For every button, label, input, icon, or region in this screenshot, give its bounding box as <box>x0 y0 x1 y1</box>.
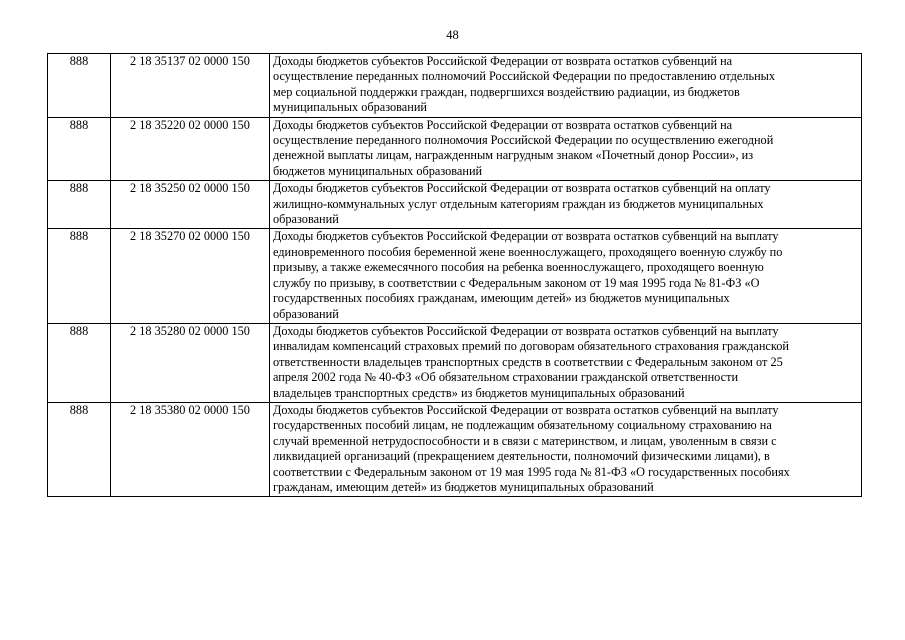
revenue-code-cell: 2 18 35250 02 0000 150 <box>111 181 270 229</box>
page-number: 48 <box>446 28 459 42</box>
table-row <box>48 117 862 181</box>
description-line: Доходы бюджетов субъектов Российской Федерации от возврата остатков субвенций на выплату <box>273 402 779 417</box>
table-row <box>48 402 862 496</box>
revenue-description-cell <box>270 54 862 118</box>
table-row <box>48 54 862 118</box>
revenue-description-cell <box>270 229 862 323</box>
admin-code-cell: 888 <box>48 402 111 496</box>
table-row <box>48 229 862 323</box>
description-line: образований <box>273 212 339 227</box>
revenue-code-cell: 2 18 35220 02 0000 150 <box>111 117 270 181</box>
description-line: бюджетов муниципальных образований <box>273 163 483 178</box>
revenue-description-cell <box>270 402 862 496</box>
revenue-description-cell <box>270 181 862 229</box>
description-line: осуществление переданного полномочия Российской Федерации по осуществлению ежегодной <box>273 133 774 148</box>
description-line: соответствии с Федеральным законом от 19 мая 1995 года № 81-ФЗ «О государственных пособиях <box>273 464 790 479</box>
description-line: гражданам, имеющим детей» из бюджетов муниципальных образований <box>273 479 654 494</box>
table-row <box>48 181 862 229</box>
budget-revenue-table <box>47 53 862 497</box>
table-body <box>48 54 862 497</box>
admin-code-cell: 888 <box>48 181 111 229</box>
admin-code-cell: 888 <box>48 54 111 118</box>
description-line: призыву, а также ежемесячного пособия на ребенка военнослужащего, проходящего военную <box>273 260 764 275</box>
description-line: Доходы бюджетов субъектов Российской Федерации от возврата остатков субвенций на оплату <box>273 181 771 196</box>
description-line: Доходы бюджетов субъектов Российской Федерации от возврата остатков субвенций на <box>273 54 733 68</box>
description-line: единовременного пособия беременной жене военнослужащего, проходящего военную службу по <box>273 244 783 259</box>
description-line: государственных пособий лицам, не подлежащим обязательному социальному страхованию на <box>273 418 772 433</box>
description-line: образований <box>273 306 339 321</box>
description-line: случай временной нетрудоспособности и в связи с материнством, и лицам, уволенным в связи с <box>273 433 777 448</box>
admin-code-cell: 888 <box>48 323 111 402</box>
revenue-code-cell: 2 18 35270 02 0000 150 <box>111 229 270 323</box>
description-line: жилищно-коммунальных услуг отдельным категориям граждан из бюджетов муниципальных <box>273 196 764 211</box>
description-line: инвалидам компенсаций страховых премий по договорам обязательного страхования гражданской <box>273 339 789 354</box>
description-line: государственных пособиях гражданам, имеющим детей» из бюджетов муниципальных <box>273 291 730 306</box>
description-line: Доходы бюджетов субъектов Российской Федерации от возврата остатков субвенций на выплату <box>273 229 779 244</box>
description-line: Доходы бюджетов субъектов Российской Федерации от возврата остатков субвенций на <box>273 117 733 132</box>
description-line: ликвидацией организаций (прекращением деятельности, полномочий физическими лицами), в <box>273 449 770 464</box>
table-row <box>48 323 862 402</box>
admin-code-cell: 888 <box>48 117 111 181</box>
description-line: осуществление переданных полномочий Российской Федерации по предоставлению отдельных <box>273 69 776 84</box>
revenue-code-cell: 2 18 35280 02 0000 150 <box>111 323 270 402</box>
revenue-code-cell: 2 18 35380 02 0000 150 <box>111 402 270 496</box>
revenue-description-cell <box>270 117 862 181</box>
description-line: мер социальной поддержки граждан, подвергшихся воздействию радиации, из бюджетов <box>273 84 740 99</box>
description-line: Доходы бюджетов субъектов Российской Федерации от возврата остатков субвенций на выплату <box>273 323 779 338</box>
description-line: денежной выплаты лицам, награжденным нагрудным знаком «Почетный донор России», из <box>273 148 754 163</box>
description-line: апреля 2002 года № 40-ФЗ «Об обязательном страховании гражданской ответственности <box>273 370 739 385</box>
description-line: службу по призыву, в соответствии с Федеральным законом от 19 мая 1995 года № 81-ФЗ «О <box>273 275 760 290</box>
admin-code-cell: 888 <box>48 229 111 323</box>
description-line: ответственности владельцев транспортных средств в соответствии с Федеральным законом от 25 <box>273 354 783 369</box>
revenue-code-cell: 2 18 35137 02 0000 150 <box>111 54 270 118</box>
revenue-description-cell <box>270 323 862 402</box>
description-line: муниципальных образований <box>273 100 427 115</box>
description-line: владельцев транспортных средств» из бюджетов муниципальных образований <box>273 385 685 400</box>
